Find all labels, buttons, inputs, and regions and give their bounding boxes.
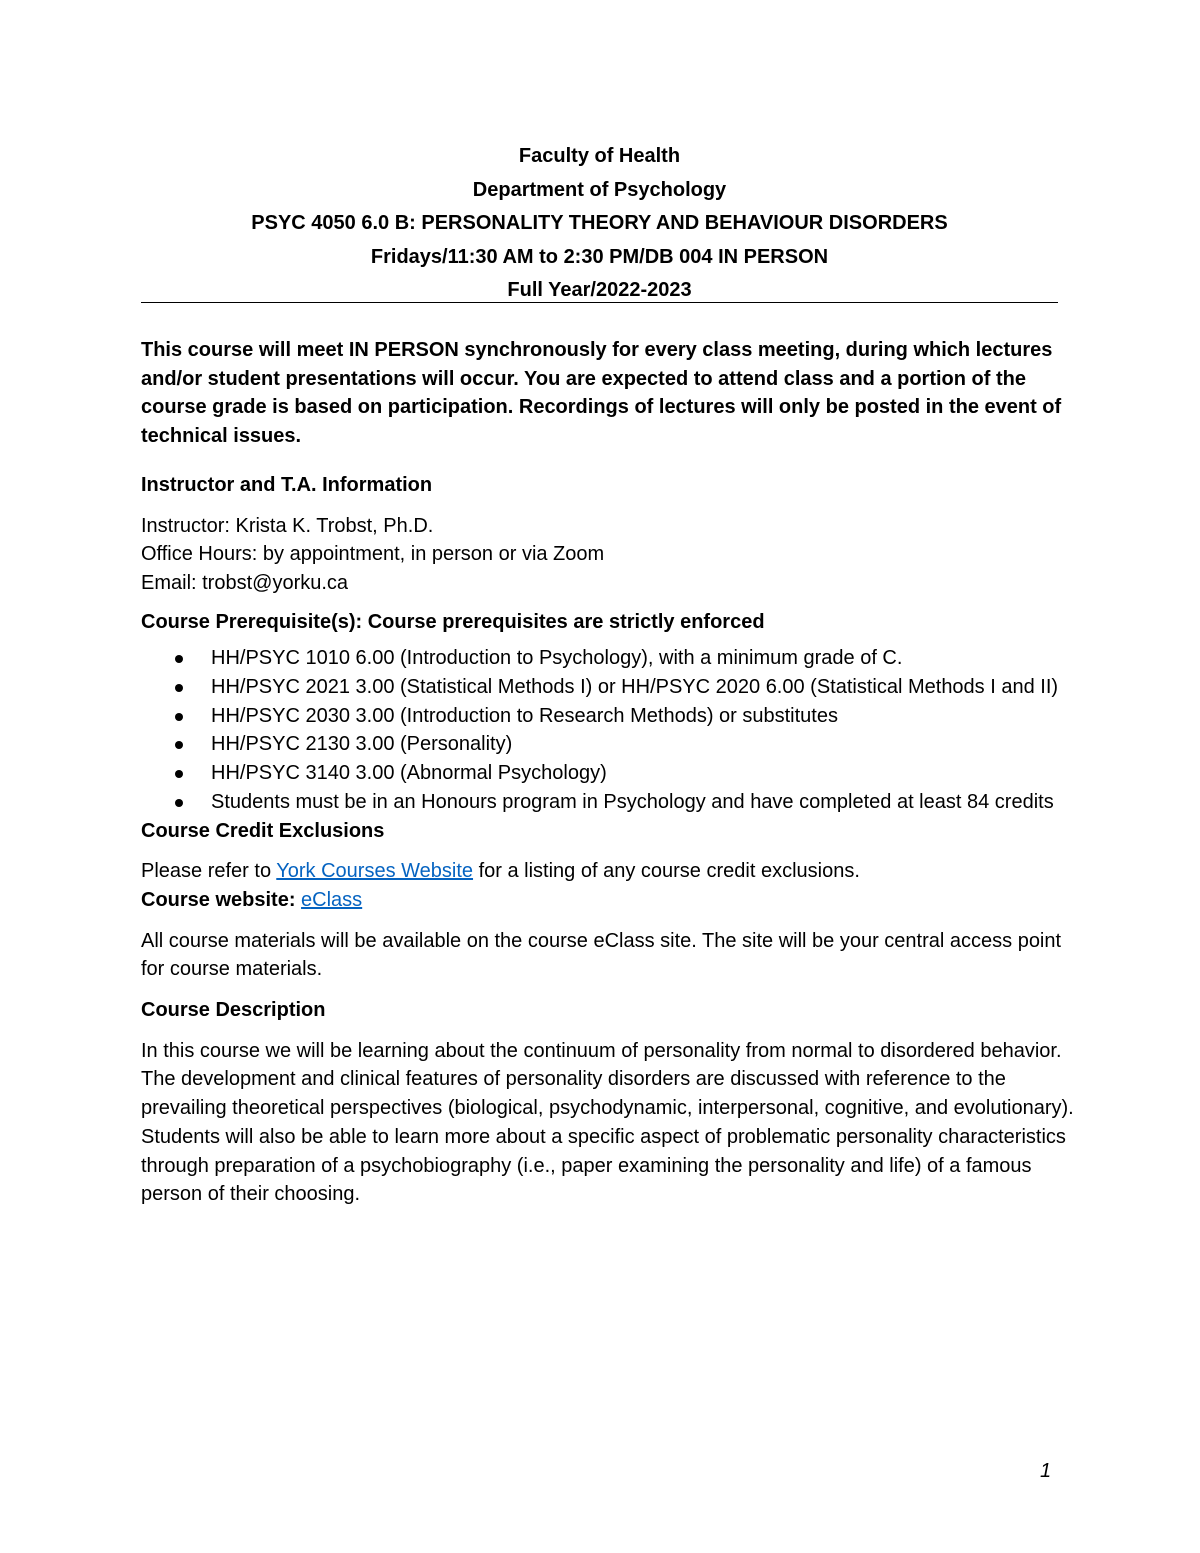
header-divider xyxy=(141,302,1058,303)
prerequisite-text: Students must be in an Honours program in Psychology and have completed at least 84 credits xyxy=(211,790,1054,813)
prerequisites-list xyxy=(141,644,1081,816)
description-paragraph: In this course we will be learning about the continuum of personality from normal to disordered behavior. The development and clinical features of personality disorders are discussed with reference to the prevailing theoretical perspectives (biological, psychodynamic, interpersonal, cognitive, and evolutionary). Students will also be able to learn more about a specific aspect of problematic personality characteristics through preparation of a psychobiography (i.e., paper examining the personality and life) of a famous person of their choosing. xyxy=(141,1039,1074,1206)
office-hours: Office Hours: by appointment, in person or via Zoom xyxy=(141,543,605,566)
instructor-name: Instructor: Krista K. Trobst, Ph.D. xyxy=(141,514,434,537)
list-item xyxy=(141,644,1081,673)
bullet-icon xyxy=(175,741,183,749)
bullet-icon xyxy=(175,684,183,692)
prerequisite-text: HH/PSYC 2021 3.00 (Statistical Methods I) or HH/PSYC 2020 6.00 (Statistical Methods I and II) xyxy=(211,676,1059,699)
course-title: PSYC 4050 6.0 B: PERSONALITY THEORY AND BEHAVIOUR DISORDERS xyxy=(251,212,948,234)
list-item xyxy=(141,702,1081,731)
prerequisite-text: HH/PSYC 2030 3.00 (Introduction to Research Methods) or substitutes xyxy=(211,704,838,727)
exclusions-paragraph xyxy=(141,857,1081,886)
bullet-icon xyxy=(175,770,183,778)
course-schedule: Fridays/11:30 AM to 2:30 PM/DB 004 IN PERSON xyxy=(370,245,829,268)
list-item xyxy=(141,759,1081,788)
course-materials-paragraph: All course materials will be available on the course eClass site. The site will be your central access point for course materials. xyxy=(141,929,1062,981)
faculty-name: Faculty of Health xyxy=(518,145,681,167)
prerequisite-text: HH/PSYC 1010 6.00 (Introduction to Psychology), with a minimum grade of C. xyxy=(211,647,903,670)
exclusions-text-after: for a listing of any course credit exclusions. xyxy=(473,860,860,883)
instructor-email: Email: trobst@yorku.ca xyxy=(141,571,349,594)
document-body xyxy=(141,336,1081,1209)
prerequisite-text: HH/PSYC 3140 3.00 (Abnormal Psychology) xyxy=(211,762,607,785)
course-website-line xyxy=(141,886,1081,915)
page-number: 1 xyxy=(1040,1460,1052,1482)
list-item xyxy=(141,788,1081,817)
eclass-link[interactable]: eClass xyxy=(301,888,363,911)
prerequisite-text: HH/PSYC 2130 3.00 (Personality) xyxy=(211,733,513,756)
bullet-icon xyxy=(175,713,183,721)
york-courses-link[interactable]: York Courses Website xyxy=(276,860,474,883)
prerequisites-heading: Course Prerequisite(s): Course prerequisites are strictly enforced xyxy=(141,610,765,633)
list-item xyxy=(141,730,1081,759)
department-name: Department of Psychology xyxy=(472,178,727,201)
intro-paragraph: This course will meet IN PERSON synchronously for every class meeting, during which lectures and/or student presentations will occur. You are expected to attend class and a portion of the course grade is based on participation. Recordings of lectures will only be posted in the event of technical issues. xyxy=(141,339,1062,448)
course-term: Full Year/2022-2023 xyxy=(507,279,692,301)
exclusions-heading: Course Credit Exclusions xyxy=(141,819,385,842)
instructor-heading: Instructor and T.A. Information xyxy=(141,473,433,496)
bullet-icon xyxy=(175,799,183,807)
exclusions-text-before: Please refer to xyxy=(141,860,277,883)
bullet-icon xyxy=(175,655,183,663)
course-website-label: Course website: xyxy=(141,888,302,911)
list-item xyxy=(141,673,1081,702)
course-header xyxy=(141,143,1058,311)
description-heading: Course Description xyxy=(141,999,326,1022)
